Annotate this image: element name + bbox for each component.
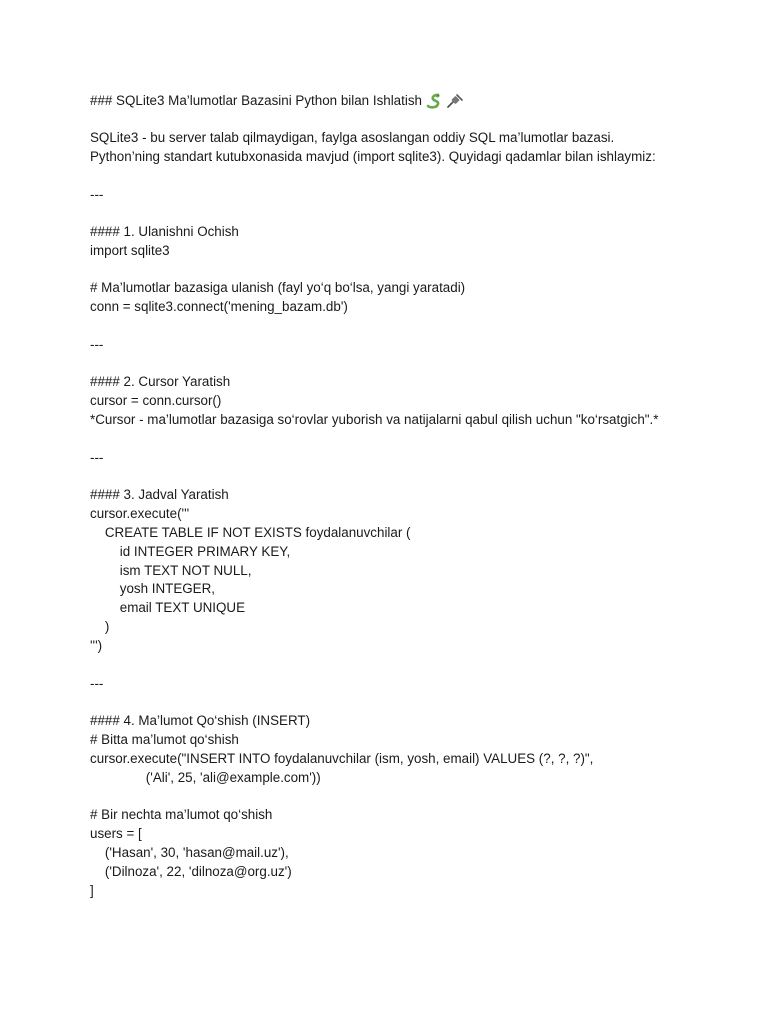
snake-icon <box>425 93 443 109</box>
code-line: users = [ <box>90 826 142 841</box>
code-line: yosh INTEGER, <box>90 581 216 596</box>
section-1-heading: #### 1. Ulanishni Ochish <box>90 224 239 239</box>
code-line: CREATE TABLE IF NOT EXISTS foydalanuvchilar ( <box>90 525 411 540</box>
code-line: ('Hasan', 30, 'hasan@mail.uz'), <box>90 845 289 860</box>
code-line: ) <box>90 619 110 634</box>
code-line: ] <box>90 883 94 898</box>
intro-line-1: SQLite3 - bu server talab qilmaydigan, faylga asoslangan oddiy SQL ma’lumotlar bazasi. <box>90 130 615 145</box>
code-line: email TEXT UNIQUE <box>90 600 246 615</box>
code-line: ('Ali', 25, 'ali@example.com')) <box>90 770 321 785</box>
code-line: ('Dilnoza', 22, 'dilnoza@org.uz') <box>90 864 292 879</box>
code-line: import sqlite3 <box>90 243 170 258</box>
code-comment-line: # Bitta ma’lumot qo‘shish <box>90 732 239 747</box>
section-3-heading: #### 3. Jadval Yaratish <box>90 487 229 502</box>
separator-1: --- <box>90 187 104 202</box>
code-line: cursor.execute(''' <box>90 506 190 521</box>
code-line: id INTEGER PRIMARY KEY, <box>90 544 291 559</box>
code-comment-line: # Bir nechta ma’lumot qo‘shish <box>90 807 273 822</box>
code-line: conn = sqlite3.connect('mening_bazam.db') <box>90 299 348 314</box>
document-title: ### SQLite3 Ma’lumotlar Bazasini Python bilan Ishlatish <box>90 93 422 108</box>
code-line: ism TEXT NOT NULL, <box>90 563 252 578</box>
code-line: cursor = conn.cursor() <box>90 393 222 408</box>
separator-4: --- <box>90 676 104 691</box>
separator-3: --- <box>90 450 104 465</box>
code-comment-line: # Ma’lumotlar bazasiga ulanish (fayl yo‘q bo‘lsa, yangi yaratadi) <box>90 280 466 295</box>
section-2-heading: #### 2. Cursor Yaratish <box>90 374 231 389</box>
separator-2: --- <box>90 337 104 352</box>
intro-line-2: Python’ning standart kutubxonasida mavjud (import sqlite3). Quyidagi qadamlar bilan ishlaymiz: <box>90 149 656 164</box>
code-line: cursor.execute("INSERT INTO foydalanuvchilar (ism, yosh, email) VALUES (?, ?, ?)", <box>90 751 594 766</box>
code-line: ''') <box>90 638 103 653</box>
plug-icon <box>446 93 464 109</box>
document-title-line <box>90 92 464 110</box>
note-line: *Cursor - ma’lumotlar bazasiga so‘rovlar yuborish va natijalarni qabul qilish uchun "ko‘rsatgich".* <box>90 412 659 427</box>
section-4-heading: #### 4. Ma’lumot Qo‘shish (INSERT) <box>90 713 311 728</box>
